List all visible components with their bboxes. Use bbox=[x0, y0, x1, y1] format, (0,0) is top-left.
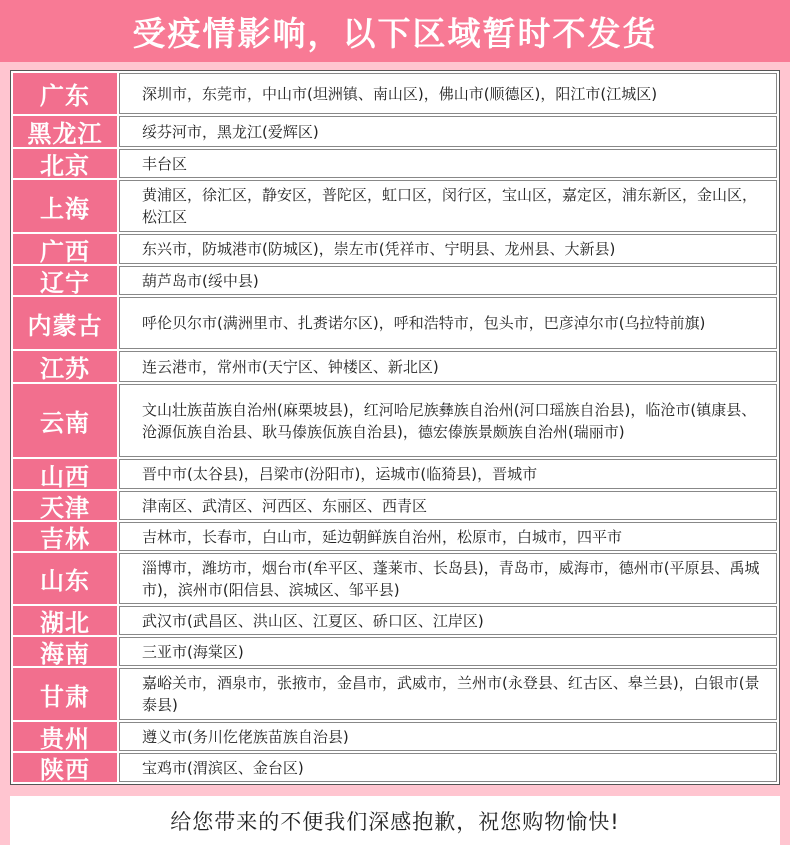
cities-cell: 连云港市，常州市(天宁区、钟楼区、新北区) bbox=[119, 351, 777, 382]
province-cell: 贵州 bbox=[13, 722, 117, 751]
cities-cell: 嘉峪关市，酒泉市，张掖市，金昌市，武威市，兰州市(永登县、红古区、皋兰县)，白银市(景泰县) bbox=[119, 668, 777, 720]
province-cell: 广东 bbox=[13, 73, 117, 114]
province-cell: 广西 bbox=[13, 234, 117, 264]
cities-cell: 津南区、武清区、河西区、东丽区、西青区 bbox=[119, 491, 777, 520]
table-row bbox=[13, 722, 779, 751]
province-cell: 黑龙江 bbox=[13, 116, 117, 147]
table-row bbox=[13, 553, 779, 604]
footer bbox=[10, 796, 780, 845]
region-table bbox=[10, 70, 780, 785]
table-row bbox=[13, 522, 779, 551]
table-row bbox=[13, 351, 779, 382]
cities-cell: 淄博市，潍坊市，烟台市(牟平区、蓬莱市、长岛县)，青岛市，威海市，德州市(平原县、禹城市)，滨州市(阳信县、滨城区、邹平县) bbox=[119, 553, 777, 604]
table-row bbox=[13, 459, 779, 489]
province-cell: 上海 bbox=[13, 180, 117, 232]
table-row bbox=[13, 116, 779, 147]
province-cell: 云南 bbox=[13, 384, 117, 457]
province-cell: 辽宁 bbox=[13, 266, 117, 295]
table-row bbox=[13, 180, 779, 232]
province-cell: 江苏 bbox=[13, 351, 117, 382]
province-cell: 吉林 bbox=[13, 522, 117, 551]
header-banner bbox=[0, 0, 790, 62]
cities-cell: 三亚市(海棠区) bbox=[119, 637, 777, 666]
province-cell: 陕西 bbox=[13, 753, 117, 782]
table-row bbox=[13, 149, 779, 178]
province-cell: 海南 bbox=[13, 637, 117, 666]
cities-cell: 东兴市，防城港市(防城区)，崇左市(凭祥市、宁明县、龙州县、大新县) bbox=[119, 234, 777, 264]
cities-cell: 深圳市，东莞市，中山市(坦洲镇、南山区)，佛山市(顺德区)，阳江市(江城区) bbox=[119, 73, 777, 114]
province-cell: 甘肃 bbox=[13, 668, 117, 720]
province-cell: 湖北 bbox=[13, 606, 117, 635]
cities-cell: 吉林市，长春市，白山市，延边朝鲜族自治州，松原市，白城市，四平市 bbox=[119, 522, 777, 551]
cities-cell: 丰台区 bbox=[119, 149, 777, 178]
table-row bbox=[13, 753, 779, 782]
table-row bbox=[13, 491, 779, 520]
cities-cell: 宝鸡市(渭滨区、金台区) bbox=[119, 753, 777, 782]
cities-cell: 武汉市(武昌区、洪山区、江夏区、硚口区、江岸区) bbox=[119, 606, 777, 635]
cities-cell: 黄浦区，徐汇区，静安区，普陀区，虹口区，闵行区，宝山区，嘉定区，浦东新区，金山区，松江区 bbox=[119, 180, 777, 232]
table-row bbox=[13, 73, 779, 114]
table-row bbox=[13, 637, 779, 666]
footer-apology-text: 给您带来的不便我们深感抱歉，祝您购物愉快! bbox=[170, 809, 620, 834]
province-cell: 山东 bbox=[13, 553, 117, 604]
table-row bbox=[13, 234, 779, 264]
province-cell: 内蒙古 bbox=[13, 297, 117, 349]
table-row bbox=[13, 668, 779, 720]
cities-cell: 晋中市(太谷县)，吕梁市(汾阳市)，运城市(临猗县)，晋城市 bbox=[119, 459, 777, 489]
table-row bbox=[13, 384, 779, 457]
page-title: 受疫情影响，以下区域暂时不发货 bbox=[132, 13, 658, 53]
table-row bbox=[13, 266, 779, 295]
table-row bbox=[13, 606, 779, 635]
cities-cell: 绥芬河市，黑龙江(爱辉区) bbox=[119, 116, 777, 147]
cities-cell: 文山壮族苗族自治州(麻栗坡县)，红河哈尼族彝族自治州(河口瑶族自治县)，临沧市(镇康县、沧源佤族自治县、耿马傣族佤族自治县)，德宏傣族景颇族自治州(瑞丽市) bbox=[119, 384, 777, 457]
cities-cell: 呼伦贝尔市(满洲里市、扎赉诺尔区)，呼和浩特市，包头市，巴彦淖尔市(乌拉特前旗) bbox=[119, 297, 777, 349]
province-cell: 天津 bbox=[13, 491, 117, 520]
cities-cell: 葫芦岛市(绥中县) bbox=[119, 266, 777, 295]
table-row bbox=[13, 297, 779, 349]
province-cell: 北京 bbox=[13, 149, 117, 178]
province-cell: 山西 bbox=[13, 459, 117, 489]
cities-cell: 遵义市(务川仡佬族苗族自治县) bbox=[119, 722, 777, 751]
